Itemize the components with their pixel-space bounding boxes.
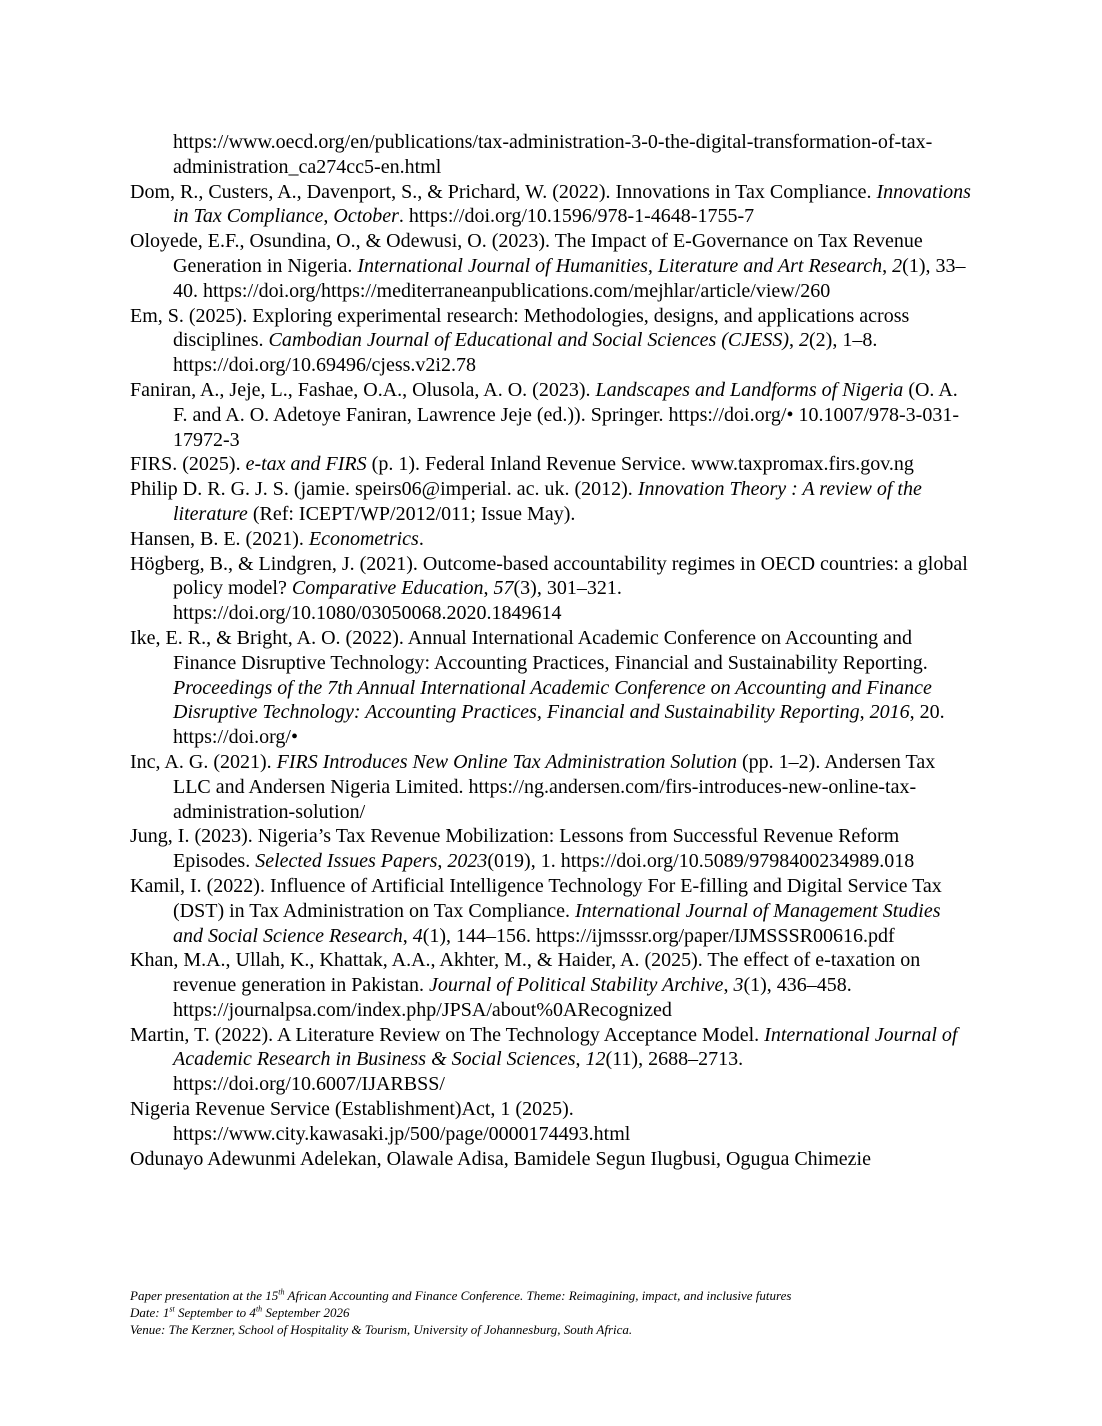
reference-italic-text: Innovations in Tax Compliance (173, 180, 971, 228)
footer-text: September to 4 (174, 1305, 256, 1320)
reference-entry (130, 1097, 975, 1147)
reference-italic-text: Proceedings of the 7th Annual International Academic Conference on Accounting and Finance Disruptive Technology: Accounting Practices, Financial and Sustainability Reporting (173, 676, 932, 724)
reference-text: , (859, 701, 870, 724)
reference-text: Em, S. (2025). Exploring experimental research: Methodologies, designs, and applications across disciplines. (130, 304, 910, 352)
reference-entry (130, 527, 975, 552)
reference-text: , (789, 329, 800, 352)
reference-entry (130, 1023, 975, 1097)
reference-text: , 20. https://doi.org/• (173, 701, 945, 749)
reference-entry (130, 948, 975, 1022)
reference-entry (130, 130, 975, 180)
reference-italic-text: International Journal of Humanities, Literature and Art Research (357, 254, 883, 277)
reference-italic-text: 2 (799, 329, 810, 352)
footer-text: Paper presentation at the 15 (130, 1288, 279, 1303)
reference-text: Ike, E. R., & Bright, A. O. (2022). Annual International Academic Conference on Accounting and Finance Disruptive Technology: Accounting Practices, Financial and Sustainability Reporting. (130, 626, 928, 674)
reference-italic-text: 57 (493, 577, 514, 600)
reference-entry (130, 874, 975, 948)
reference-text: Odunayo Adewunmi Adelekan, Olawale Adisa, Bamidele Segun Ilugbusi, Ogugua Chimezie (130, 1147, 871, 1170)
footer-text: September 2026 (262, 1305, 350, 1320)
reference-italic-text: 12 (585, 1048, 606, 1071)
reference-italic-text: Comparative Education (291, 577, 484, 600)
reference-text: (O. A. F. and A. O. Adetoye Faniran, Lawrence Jeje (ed.)). Springer. https://doi.org/• 10.1007/978-3-031-17972-3 (173, 378, 959, 451)
reference-italic-text: International Journal of Management Studies and Social Science Research (173, 899, 941, 947)
footer-text: African Accounting and Finance Conference. Theme: Reimagining, impact, and inclusive futures (284, 1288, 792, 1303)
reference-text: Dom, R., Custers, A., Davenport, S., & Prichard, W. (2022). Innovations in Tax Compliance. (130, 180, 877, 203)
reference-italic-text: 2016 (869, 701, 910, 724)
footer-superscript: th (255, 1304, 263, 1314)
reference-entry (130, 750, 975, 824)
reference-text: FIRS. (2025). (130, 453, 246, 476)
reference-text: (11), 2688–2713. https://doi.org/10.6007/IJARBSS/ (173, 1048, 744, 1096)
reference-entry (130, 304, 975, 378)
reference-text: Philip D. R. G. J. S. (jamie. speirs06@imperial. ac. uk. (2012). (130, 478, 638, 501)
reference-text: (019), 1. https://doi.org/10.5089/9798400234989.018 (487, 850, 915, 873)
reference-text: Martin, T. (2022). A Literature Review on The Technology Acceptance Model. (130, 1023, 765, 1046)
reference-italic-text: Econometrics (308, 527, 419, 550)
reference-italic-text: Journal of Political Stability Archive (429, 974, 724, 997)
reference-text: , (483, 577, 494, 600)
reference-italic-text: October (333, 205, 399, 228)
page-footer (130, 1287, 975, 1338)
reference-italic-text: International Journal of Academic Research in Business & Social Sciences (173, 1023, 958, 1071)
reference-text: Inc, A. G. (2021). (130, 750, 277, 773)
reference-text: (1), 144–156. https://ijmsssr.org/paper/IJMSSSR00616.pdf (422, 924, 895, 947)
footer-venue-line: Venue: The Kerzner, School of Hospitality & Tourism, University of Johannesburg, South Africa. (130, 1322, 633, 1337)
reference-text: (Ref: ICEPT/WP/2012/011; Issue May). (247, 502, 576, 525)
reference-text: Faniran, A., Jeje, L., Fashae, O.A., Olusola, A. O. (2023). (130, 378, 596, 401)
reference-text: (pp. 1–2). Andersen Tax LLC and Andersen Nigeria Limited. https://ng.andersen.com/firs-introduces-new-online-tax-administration-solution/ (173, 750, 936, 823)
reference-entry (130, 626, 975, 750)
reference-italic-text: FIRS Introduces New Online Tax Administration Solution (276, 750, 738, 773)
reference-italic-text: Innovation Theory : A review of the literature (173, 478, 922, 525)
reference-entry (130, 824, 975, 874)
reference-text: (p. 1). Federal Inland Revenue Service. www.taxpromax.firs.gov.ng (366, 453, 914, 476)
reference-text: . (418, 527, 424, 550)
reference-italic-text: Landscapes and Landforms of Nigeria (595, 378, 904, 401)
reference-text: Nigeria Revenue Service (Establishment)Act, 1 (2025). https://www.city.kawasaki.jp/500/page/0000174493.html (130, 1098, 631, 1145)
reference-text: (1), 436–458. https://journalpsa.com/index.php/JPSA/about%0ARecognized (173, 974, 852, 1021)
reference-text: Kamil, I. (2022). Influence of Artificial Intelligence Technology For E-filling and Digital Service Tax (DST) in Tax Administration on Tax Compliance. (130, 874, 942, 922)
reference-text: , (575, 1048, 586, 1071)
reference-list (130, 130, 975, 1171)
reference-text: , (437, 850, 448, 873)
reference-italic-text: 4 (412, 924, 423, 947)
reference-entry (130, 552, 975, 626)
reference-italic-text: 2 (892, 254, 903, 277)
reference-italic-text: 3 (733, 974, 744, 997)
reference-entry (130, 452, 975, 477)
reference-entry (130, 1147, 975, 1172)
footer-superscript: st (169, 1304, 175, 1314)
footer-conference-line (130, 1287, 975, 1304)
footer-text: Date: 1 (130, 1305, 170, 1320)
reference-text: , (402, 924, 413, 947)
reference-italic-text: Cambodian Journal of Educational and Social Sciences (CJESS) (268, 329, 790, 352)
reference-entry (130, 180, 975, 230)
reference-entry (130, 477, 975, 527)
reference-italic-text: Selected Issues Papers (255, 850, 438, 873)
reference-text: Jung, I. (2023). Nigeria’s Tax Revenue Mobilization: Lessons from Successful Revenue Reform Episodes. (130, 825, 900, 873)
reference-text: , (882, 254, 893, 277)
reference-text: , (323, 205, 334, 228)
reference-text: (3), 301–321. https://doi.org/10.1080/03050068.2020.1849614 (173, 577, 622, 625)
footer-date-line (130, 1304, 975, 1321)
reference-text: Khan, M.A., Ullah, K., Khattak, A.A., Akhter, M., & Haider, A. (2025). The effect of e-taxation on revenue generation in Pakistan. (130, 949, 921, 997)
reference-text: (2), 1–8. https://doi.org/10.69496/cjess.v2i2.78 (173, 329, 878, 377)
reference-text: Hansen, B. E. (2021). (130, 527, 309, 550)
reference-text: Oloyede, E.F., Osundina, O., & Odewusi, O. (2023). The Impact of E-Governance on Tax Revenue Generation in Nigeria. (130, 230, 923, 277)
reference-text: . https://doi.org/10.1596/978-1-4648-1755-7 (398, 205, 755, 228)
reference-entry (130, 229, 975, 303)
reference-italic-text: e-tax and FIRS (245, 453, 367, 476)
reference-text: , (723, 974, 734, 997)
reference-text: https://www.oecd.org/en/publications/tax-administration-3-0-the-digital-transformation-of-tax-administration_ca274cc5-en.html (173, 131, 933, 178)
reference-italic-text: 2023 (447, 850, 488, 873)
footer-superscript: th (278, 1287, 285, 1297)
reference-entry (130, 378, 975, 452)
reference-text: (1), 33–40. https://doi.org/https://mediterraneanpublications.com/mejhlar/article/view/260 (173, 254, 966, 302)
reference-text: Högberg, B., & Lindgren, J. (2021). Outcome-based accountability regimes in OECD countries: a global policy model? (130, 552, 968, 600)
